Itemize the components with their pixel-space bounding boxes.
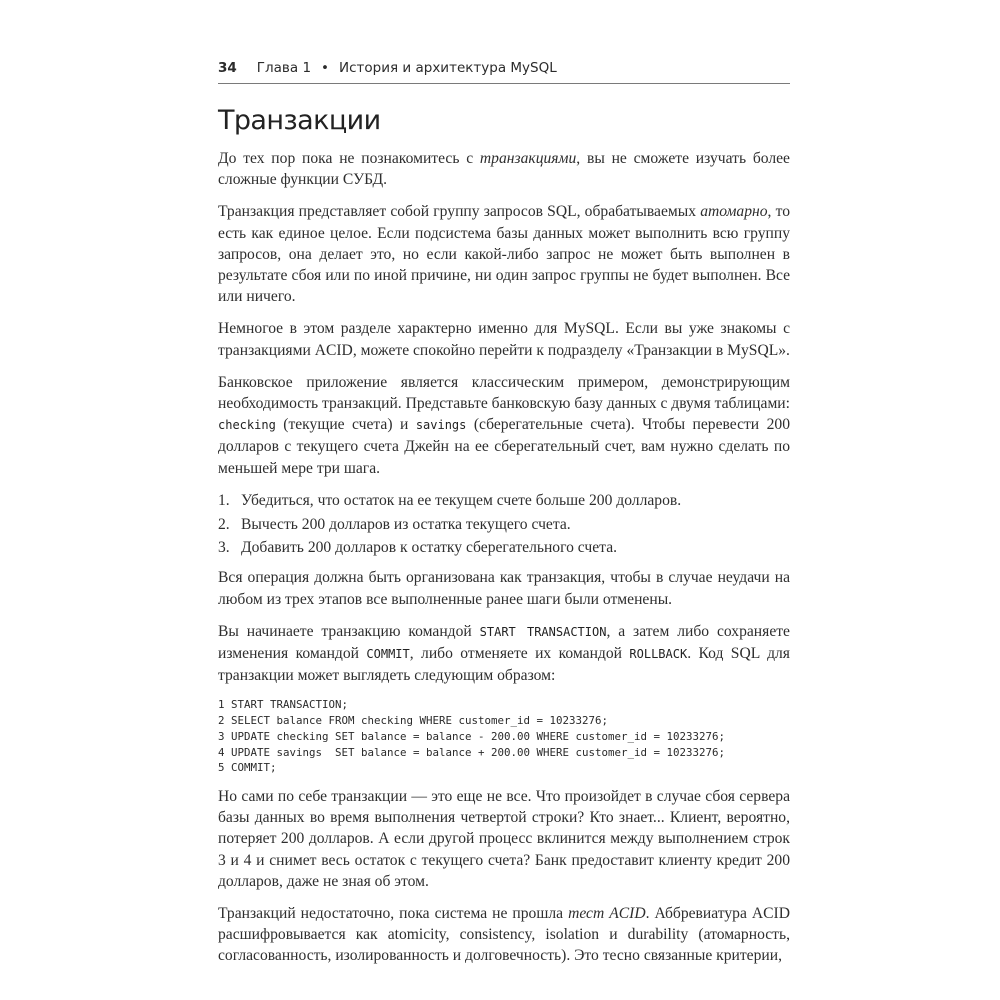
inline-code: checking [218, 418, 276, 433]
paragraph-commands [218, 621, 790, 687]
list-text: Добавить 200 долларов к остатку сберегательного счета. [241, 539, 618, 557]
list-number: 1. [218, 491, 230, 509]
list-item [218, 514, 790, 535]
text-run: , либо отменяете их командой [409, 645, 630, 663]
list-number: 3. [218, 539, 230, 557]
inline-code: savings [415, 418, 467, 433]
list-item [218, 537, 790, 558]
running-head [218, 57, 790, 79]
code-line: 1 START TRANSACTION; [218, 698, 349, 712]
section-title: Транзакции [218, 105, 381, 136]
paragraph-failure: Но сами по себе транзакции — это еще не все. Что произойдет в случае сбоя сервера базы данных во время выполнения четвертой строки? Кто знает... Клиент, вероятно, потеряет 200 долларов. А если другой процесс вклинится между выполнением строк 3 и 4 и снимет весь остаток с текущего счета? Банк предоставит клиенту кредит 200 долларов, даже не зная об этом. [218, 787, 790, 890]
text-run: (текущие счета) и [275, 416, 416, 434]
list-number: 2. [218, 515, 230, 533]
code-line: 3 UPDATE checking SET balance = balance - 200.00 WHERE customer_id = 10233276; [218, 729, 726, 743]
paragraph-acid [218, 903, 790, 967]
text-run: Транзакция представляет собой группу запросов SQL, обрабатываемых [218, 203, 701, 221]
code-line: 2 SELECT balance FROM checking WHERE customer_id = 10233276; [218, 714, 609, 728]
paragraph-operation: Вся операция должна быть организована как транзакция, чтобы в случае неудачи на любом из трех этапов все выполненные ранее шаги были отменены. [218, 569, 790, 608]
page-number: 34 [218, 60, 237, 76]
list-item [218, 490, 790, 511]
text-run: . Код SQL для транзакции может выглядеть следующим образом: [218, 645, 790, 685]
text-run: . Аббревиатура ACID расшифровывается как atomicity, consistency, isolation и durability (атомарность, согласованность, изолированность и долговечность). Это тесно связанные критерии, [218, 905, 790, 965]
chapter-label: Глава 1 [256, 60, 312, 76]
text-run: Транзакций недостаточно, пока система не прошла [218, 905, 569, 922]
inline-code: ROLLBACK [629, 647, 688, 662]
emphasis-term: тест ACID [568, 905, 646, 922]
inline-code: START TRANSACTION [479, 624, 607, 639]
text-run: , вы не сможете изучать более сложные функции СУБД. [218, 150, 790, 189]
list-text: Убедиться, что остаток на ее текущем счете больше 200 долларов. [241, 491, 682, 509]
steps-list [218, 490, 790, 559]
text-run: Вы начинаете транзакцию командой [218, 622, 480, 640]
list-text: Вычесть 200 долларов из остатка текущего счета. [241, 515, 571, 533]
paragraph-intro [218, 148, 790, 190]
text-run: Банковское приложение является классическим примером, демонстрирующим необходимость транзакций. Представьте банковскую базу данных с двумя таблицами: [218, 373, 790, 413]
emphasis-term: атомарно [700, 203, 768, 221]
chapter-title: История и архитектура MySQL [339, 60, 557, 76]
paragraph-definition [218, 201, 790, 307]
emphasis-term: транзакциями [479, 150, 577, 167]
paragraph-mysql-note: Немногое в этом разделе характерно именно для MySQL. Если вы уже знакомы с транзакциями ACID, можете спокойно перейти к подразделу «Транзакции в MySQL». [218, 320, 790, 359]
text-run: , то есть как единое целое. Если подсистема базы данных может выполнить всю группу запросов, она делает это, но если какой-либо запрос не может быть выполнен в результате сбоя или по иной причине, ни один запрос группы не будет выполнен. Все или ничего. [218, 203, 790, 306]
inline-code: COMMIT [366, 647, 410, 662]
header-rule [218, 83, 790, 84]
text-run: , а затем либо сохраняете изменения командой [218, 622, 790, 663]
text-run: (сберегательные счета). Чтобы перевести 200 долларов с текущего счета Джейн на ее сберегательный счет, вам нужно сделать по меньшей мере три шага. [218, 416, 790, 477]
paragraph-bank-example [218, 372, 790, 479]
text-run: До тех пор пока не познакомитесь с [218, 150, 480, 167]
code-listing [218, 697, 790, 776]
code-line: 4 UPDATE savings SET balance = balance + 200.00 WHERE customer_id = 10233276; [218, 745, 726, 759]
code-line: 5 COMMIT; [218, 761, 277, 775]
bullet-separator-icon: • [321, 60, 330, 76]
book-page [218, 57, 790, 978]
